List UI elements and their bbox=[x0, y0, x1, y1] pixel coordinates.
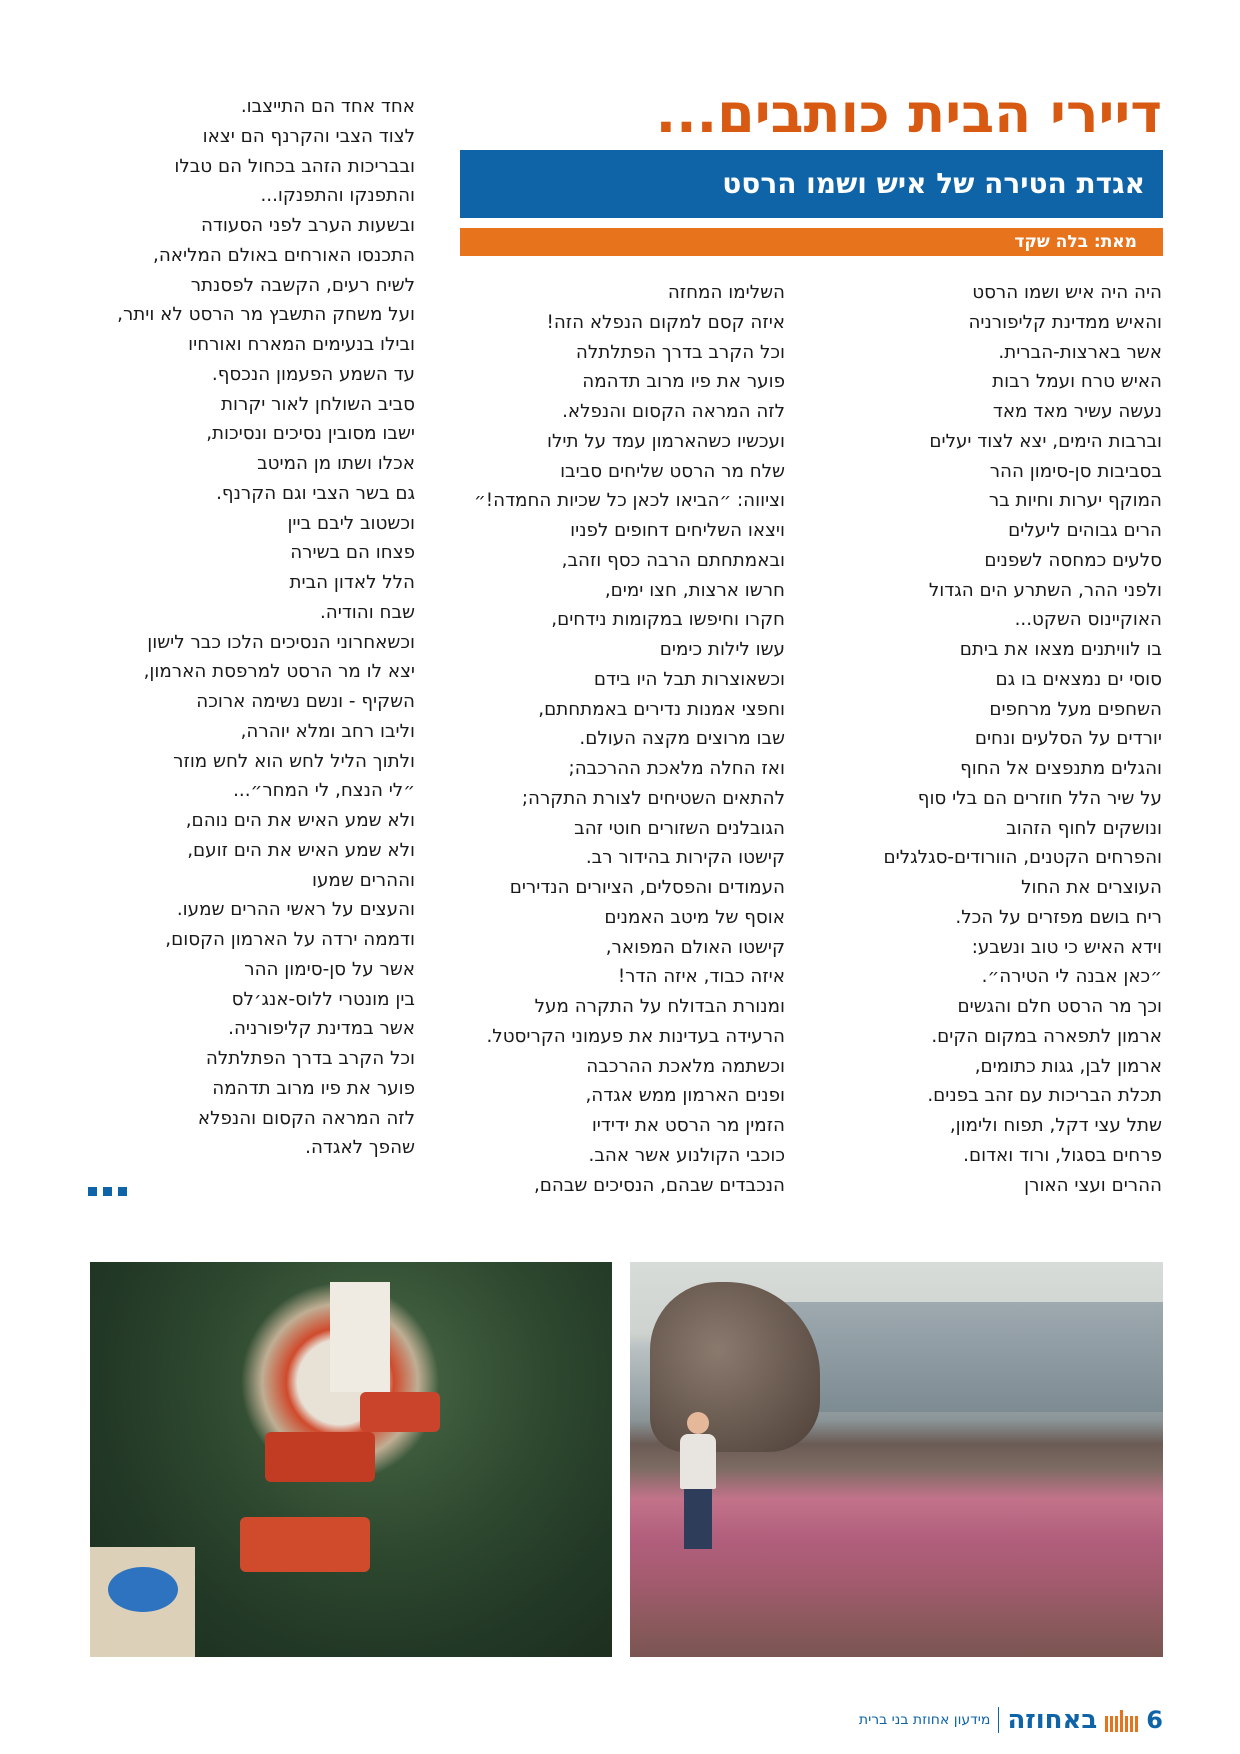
poem-line: ובילו בנעימים המארח ואורחיו bbox=[188, 334, 415, 355]
poem-line: וחפצי אמנות נדירים באמתחתם, bbox=[538, 698, 785, 720]
poem-line: ונושקים לחוף הזהוב bbox=[1006, 817, 1162, 839]
poem-line: פצחו הם בשירה bbox=[290, 542, 415, 564]
red-roof bbox=[265, 1432, 375, 1482]
poem-line: קישטו הקירות בהידור רב. bbox=[585, 847, 785, 869]
poem-line: השקיף - ונשם נשימה ארוכה bbox=[196, 691, 415, 712]
poem-line: ״לי הנצח, לי המחר״... bbox=[233, 780, 415, 802]
poem-line: על שיר הלל חוזרים הם בלי סוף bbox=[917, 787, 1162, 809]
poem-line: וציווה: ״הביאו לכאן כל שכיות החמדה!״ bbox=[474, 490, 785, 512]
poem-line: השחפים מעל מרחפים bbox=[989, 698, 1162, 720]
poem-line: סלעים כמחסה לשפנים bbox=[984, 549, 1162, 571]
poem-line: ובאמתחתם הרבה כסף וזהב, bbox=[561, 549, 785, 571]
poem-line: לזה המראה הקסום והנפלא bbox=[197, 1107, 415, 1129]
poem-line: וכל הקרב בדרך הפתלתלה bbox=[575, 341, 785, 363]
marker-square bbox=[118, 1187, 127, 1196]
poem-line: ומנורת הבדולח על התקרה מעל bbox=[534, 996, 785, 1017]
page-footer bbox=[770, 1705, 1163, 1735]
article-subtitle: אגדת הטירה של איש ושמו הרסט bbox=[460, 150, 1163, 218]
end-of-article-marker bbox=[88, 1187, 127, 1196]
poem-line: שלח מר הרסט שליחים סביבו bbox=[560, 460, 785, 482]
poem-line: בין מונטרי ללוס-אנג׳לס bbox=[231, 988, 415, 1010]
poem-line: איזה קסם למקום הנפלא הזה! bbox=[546, 311, 785, 333]
publication-tagline: מידעון אחוזת בני ברית bbox=[858, 1712, 991, 1728]
poem-line: וההרים שמעו bbox=[311, 869, 415, 891]
poem-line: היה היה איש ושמו הרסט bbox=[972, 282, 1162, 303]
poem-line: והפרחים הקטנים, הוורודים-סגלגלים bbox=[883, 847, 1162, 869]
poem-line: וכך מר הרסט חלם והגשים bbox=[957, 996, 1162, 1017]
poem-line: התכנסו האורחים באולם המליאה, bbox=[153, 244, 415, 266]
poem-line: ולפני ההר, השתרע הים הגדול bbox=[928, 579, 1162, 601]
poem-line: איזה כבוד, איזה הדר! bbox=[617, 966, 785, 988]
poem-line: ולא שמע האיש את הים זועם, bbox=[187, 839, 415, 861]
poem-line: בו לוויתנים מצאו את ביתם bbox=[959, 639, 1162, 660]
poem-line: והגלים מתנפצים אל החוף bbox=[960, 758, 1162, 779]
castle-tower bbox=[330, 1282, 390, 1392]
poem-line: שתל עצי דקל, תפוח ולימון, bbox=[949, 1115, 1162, 1136]
poem-line: בסביבות סן-סימון ההר bbox=[989, 460, 1162, 482]
poem-line: ולא שמע האיש את הים נוהם, bbox=[185, 810, 415, 831]
poem-line: חרשו ארצות, חצו ימים, bbox=[604, 579, 785, 601]
poem-line: נעשה עשיר מאד מאד bbox=[992, 401, 1162, 422]
poem-line: לזה המראה הקסום והנפלא. bbox=[562, 401, 785, 422]
poem-line: ולתוך הליל לחש הוא לחש מוזר bbox=[173, 750, 415, 772]
poem-line: ועכשיו כשהארמון עמד על תילו bbox=[547, 430, 785, 452]
poem-line: שהפך לאגדה. bbox=[305, 1137, 415, 1159]
marker-square bbox=[88, 1187, 97, 1196]
poem-line: והאיש ממדינת קליפורניה bbox=[968, 311, 1162, 333]
poem-line: הגובלנים השזורים חוטי זהב bbox=[574, 817, 785, 839]
poem-line: ״כאן אבנה לי הטירה״. bbox=[981, 966, 1162, 988]
poem-line: ובבריכות הזהב בכחול הם טבלו bbox=[174, 155, 415, 177]
poem-line: שבו מרוצים מקצה העולם. bbox=[579, 728, 785, 750]
poem-line: פוער את פיו מרוב תדהמה bbox=[582, 371, 785, 393]
article-column-right bbox=[832, 278, 1162, 1200]
poem-line: עד השמע הפעמון הנכסף. bbox=[211, 363, 415, 385]
castle-aerial-photo bbox=[90, 1262, 612, 1657]
poem-line: וכשאחרוני הנסיכים הלכו כבר לישון bbox=[147, 631, 415, 653]
menorah-logo-icon bbox=[1105, 1708, 1138, 1732]
page-title: דיירי הבית כותבים... bbox=[655, 82, 1162, 145]
pool-water bbox=[108, 1567, 178, 1612]
poem-line: והתפנקו והתפנקו... bbox=[260, 185, 415, 207]
poem-line: אשר במדינת קליפורניה. bbox=[228, 1018, 415, 1040]
poem-line: לצוד הצבי והקרנף הם יצאו bbox=[202, 125, 415, 147]
poem-line: הרעידה בעדינות את פעמוני הקריסטל. bbox=[486, 1025, 785, 1047]
red-roof bbox=[240, 1517, 370, 1572]
poem-line: המוקף יערות וחיות בר bbox=[988, 490, 1162, 512]
poem-line: עשו לילות כימים bbox=[659, 639, 785, 660]
poem-line: ההרים ועצי האורן bbox=[1024, 1174, 1162, 1196]
poem-line: פוער את פיו מרוב תדהמה bbox=[212, 1077, 415, 1099]
poem-line: וכשטוב ליבם ביין bbox=[287, 512, 415, 534]
poem-line: אחד אחד הם התייצבו. bbox=[240, 96, 415, 117]
poem-line: הלל לאדון הבית bbox=[289, 572, 415, 593]
poem-line: יורדים על הסלעים ונחים bbox=[974, 728, 1162, 750]
poem-line: ופנים הארמון ממש אגדה, bbox=[585, 1085, 785, 1107]
poem-line: שבח והודיה. bbox=[319, 601, 415, 623]
poem-line: הרים גבוהים ליעלים bbox=[1008, 520, 1162, 541]
poem-line: יצא לו מר הרסט למרפסת הארמון, bbox=[143, 661, 415, 683]
sea-area bbox=[770, 1302, 1163, 1412]
poem-line: הנכבדים שבהם, הנסיכים שבהם, bbox=[533, 1174, 785, 1196]
poem-line: ודממה ירדה על הארמון הקסום, bbox=[165, 929, 415, 950]
poem-line: פרחים בסגול, ורוד ואדום. bbox=[963, 1144, 1162, 1166]
poem-line: וליבו רחב ומלא יוהרה, bbox=[240, 720, 415, 742]
poem-line: וכל הקרב בדרך הפתלתלה bbox=[205, 1048, 415, 1069]
red-roof bbox=[360, 1392, 440, 1432]
poem-line: אוסף של מיטב האמנים bbox=[604, 906, 785, 928]
poem-line: לשיח רעים, הקשבה לפסנתר bbox=[190, 274, 415, 296]
poem-line: ישבו מסובין נסיכים ונסיכות, bbox=[206, 423, 415, 445]
poem-line: וידא האיש כי טוב ונשבע: bbox=[971, 936, 1162, 958]
poem-line: וברבות הימים, יצא לצוד יעלים bbox=[929, 430, 1162, 452]
poem-line: העוצרים את החול bbox=[1021, 877, 1162, 898]
publication-brand: באחוזה bbox=[1007, 1705, 1098, 1735]
poem-line: ועל משחק התשבץ מר הרסט לא ויתר, bbox=[117, 304, 415, 326]
poem-line: וכשאוצרות תבל היו בידם bbox=[593, 668, 785, 690]
poem-line: כוכבי הקולנוע אשר אהב. bbox=[588, 1144, 785, 1166]
poem-line: אכלו ושתו מן המיטב bbox=[257, 453, 415, 474]
poem-line: אשר בארצות-הברית. bbox=[998, 341, 1162, 363]
poem-line: ארמון לבן, גגות כתומים, bbox=[974, 1055, 1162, 1077]
poem-line: תכלת הבריכות עם זהב בפנים. bbox=[927, 1085, 1162, 1107]
poem-line: סביב השולחן לאור יקרות bbox=[221, 393, 415, 415]
poem-line: אשר על סן-סימון ההר bbox=[244, 958, 415, 980]
page-number: 6 bbox=[1146, 1706, 1163, 1734]
poem-line: להתאים השטיחים לצורת התקרה; bbox=[521, 787, 785, 809]
poem-line: ויצאו השליחים דחופים לפניו bbox=[570, 520, 785, 541]
article-column-left bbox=[85, 92, 415, 1163]
coast-photo bbox=[630, 1262, 1163, 1657]
poem-line: העמודים והפסלים, הציורים הנדירים bbox=[509, 877, 785, 898]
person-figure bbox=[680, 1412, 716, 1552]
poem-line: ארמון לתפארה במקום הקים. bbox=[931, 1025, 1162, 1047]
poem-line: האיש טרח ועמל רבות bbox=[992, 371, 1162, 393]
poem-line: חקרו וחיפשו במקומות נידחים, bbox=[551, 609, 785, 631]
poem-line: קישטו האולם המפואר, bbox=[605, 936, 785, 958]
marker-square bbox=[103, 1187, 112, 1196]
poem-line: והעצים על ראשי ההרים שמעו. bbox=[176, 899, 415, 921]
poem-line: האוקיינוס השקט... bbox=[1014, 609, 1162, 631]
article-column-middle bbox=[455, 278, 785, 1200]
footer-divider bbox=[998, 1707, 999, 1733]
poem-line: השלימו המחזה bbox=[667, 282, 785, 303]
poem-line: גם בשר הצבי וגם הקרנף. bbox=[216, 482, 415, 504]
author-byline: מאת: בלה שקד bbox=[460, 228, 1163, 256]
poem-line: סוסי ים נמצאים בו גם bbox=[995, 668, 1162, 690]
poem-line: וכשתמה מלאכת ההרכבה bbox=[586, 1055, 785, 1077]
poem-line: ובשעות הערב לפני הסעודה bbox=[200, 215, 415, 236]
poem-line: ריח בושם מפזרים על הכל. bbox=[955, 906, 1162, 928]
poem-line: ואז החלה מלאכת ההרכבה; bbox=[568, 758, 785, 779]
poem-line: הזמין מר הרסט את ידידיו bbox=[591, 1115, 785, 1136]
